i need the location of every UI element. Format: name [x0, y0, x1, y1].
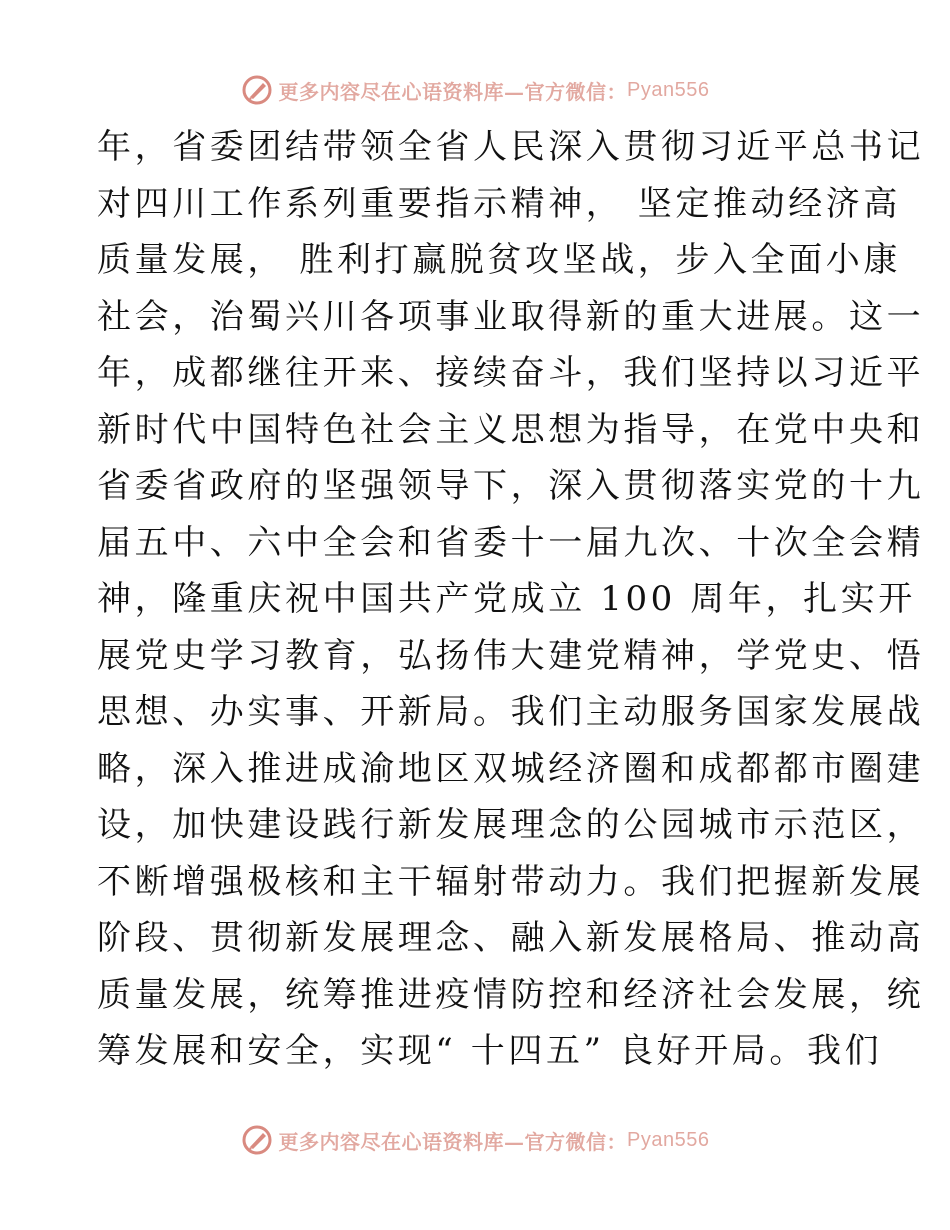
watermark-wechat-id: Pyan556: [627, 1128, 710, 1151]
body-line: 质量发展， 胜利打赢脱贫攻坚战，步入全面小康: [97, 240, 902, 280]
body-line: 届五中、六中全会和省委十一届九次、十次全会精: [97, 522, 925, 563]
header-watermark: [0, 70, 950, 110]
body-line: 略，深入推进成渝地区双城经济圈和成都都市圈建: [97, 748, 925, 789]
body-line: 阶段、贯彻新发展理念、融入新发展格局、推动高: [97, 918, 925, 958]
body-line: 社会，治蜀兴川各项事业取得新的重大进展。这一: [97, 296, 925, 337]
body-line: 设，加快建设践行新发展理念的公园城市示范区，: [97, 805, 925, 845]
footer-watermark: [0, 1120, 950, 1160]
body-line: 展党史学习教育，弘扬伟大建党精神，学党史、悟: [97, 635, 925, 676]
body-line: 对四川工作系列重要指示精神， 坚定推动经济高: [97, 183, 902, 224]
body-line: 质量发展，统筹推进疫情防控和经济社会发展，统: [97, 974, 925, 1015]
document-body: [97, 119, 925, 1080]
watermark-text: 更多内容尽在心语资料库—官方微信：: [278, 79, 628, 104]
body-line: 筹发展和安全，实现“ 十四五” 良好开局。我们: [97, 1031, 883, 1071]
body-line: 不断增强极核和主干辐射带动力。我们把握新发展: [97, 861, 925, 902]
pen-circle-logo-icon: [241, 74, 273, 106]
body-line: 年，成都继往开来、接续奋斗，我们坚持以习近平: [97, 353, 925, 393]
watermark-text: 更多内容尽在心语资料库—官方微信：: [278, 1129, 628, 1154]
body-line: 年，省委团结带领全省人民深入贯彻习近平总书记: [97, 127, 925, 167]
body-line: 思想、办实事、开新局。我们主动服务国家发展战: [97, 692, 925, 732]
body-line: 省委省政府的坚强领导下，深入贯彻落实党的十九: [97, 466, 925, 506]
body-line: 神，隆重庆祝中国共产党成立 100 周年，扎实开: [97, 579, 916, 619]
body-line: 新时代中国特色社会主义思想为指导，在党中央和: [97, 409, 925, 450]
pen-circle-logo-icon: [241, 1124, 273, 1156]
watermark-wechat-id: Pyan556: [627, 78, 710, 101]
